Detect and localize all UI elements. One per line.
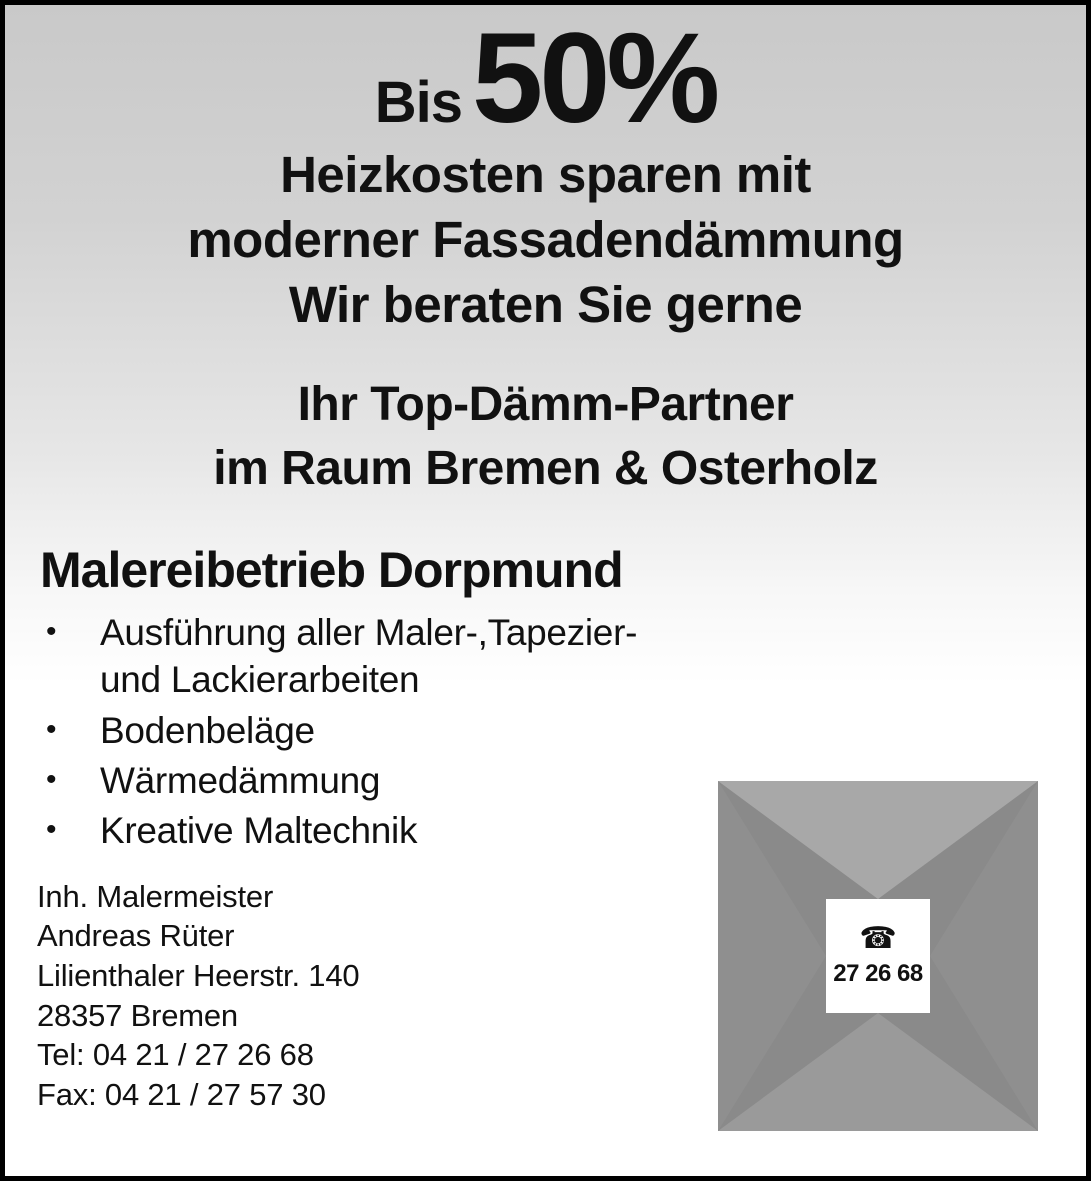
- headline-percent-line: [5, 7, 1086, 150]
- contact-phone: Tel: 04 21 / 27 26 68: [37, 1037, 314, 1073]
- headline-percent-value: 50%: [472, 7, 717, 150]
- logo-bevel-right: [930, 781, 1038, 1131]
- bullet-icon: •: [46, 614, 57, 648]
- telephone-icon: ☎: [859, 922, 897, 955]
- headline-line-4: Ihr Top-Dämm-Partner: [297, 378, 794, 432]
- logo-bevel-left: [718, 781, 826, 1131]
- company-name: Malereibetrieb Dorpmund: [40, 541, 623, 598]
- service-label: Bodenbeläge: [100, 709, 315, 751]
- contact-fax: Fax: 04 21 / 27 57 30: [37, 1077, 326, 1113]
- contact-city: 28357 Bremen: [37, 997, 238, 1033]
- bullet-icon: •: [46, 763, 57, 797]
- headline-spacer: [5, 337, 1086, 373]
- headline-bis-word: Bis: [374, 70, 463, 135]
- service-label: Ausführung aller Maler-,Tapezier-: [100, 611, 638, 653]
- logo-phone-plate: [826, 899, 930, 1013]
- service-sublabel: und Lackierarbeiten: [100, 659, 420, 701]
- headline-line-2: moderner Fassadendämmung: [187, 210, 904, 268]
- contact-owner-title: Inh. Malermeister: [37, 878, 274, 914]
- service-label: Kreative Maltechnik: [100, 810, 418, 852]
- headline-line-5: im Raum Bremen & Osterholz: [213, 442, 878, 496]
- service-label: Wärmedämmung: [100, 760, 381, 802]
- contact-street: Lilienthaler Heerstr. 140: [37, 958, 360, 994]
- logo-graphic: [718, 781, 1038, 1131]
- list-item: [40, 707, 1086, 754]
- headline-line-3: Wir beraten Sie gerne: [288, 275, 803, 333]
- contact-owner-name: Andreas Rüter: [37, 918, 235, 954]
- headline-block: [5, 5, 1086, 501]
- bullet-icon: •: [46, 712, 57, 746]
- headline-line-1: Heizkosten sparen mit: [280, 146, 811, 203]
- list-item: [40, 609, 1086, 704]
- bullet-icon: •: [46, 813, 57, 847]
- logo-phone-number: 27 26 68: [833, 960, 923, 987]
